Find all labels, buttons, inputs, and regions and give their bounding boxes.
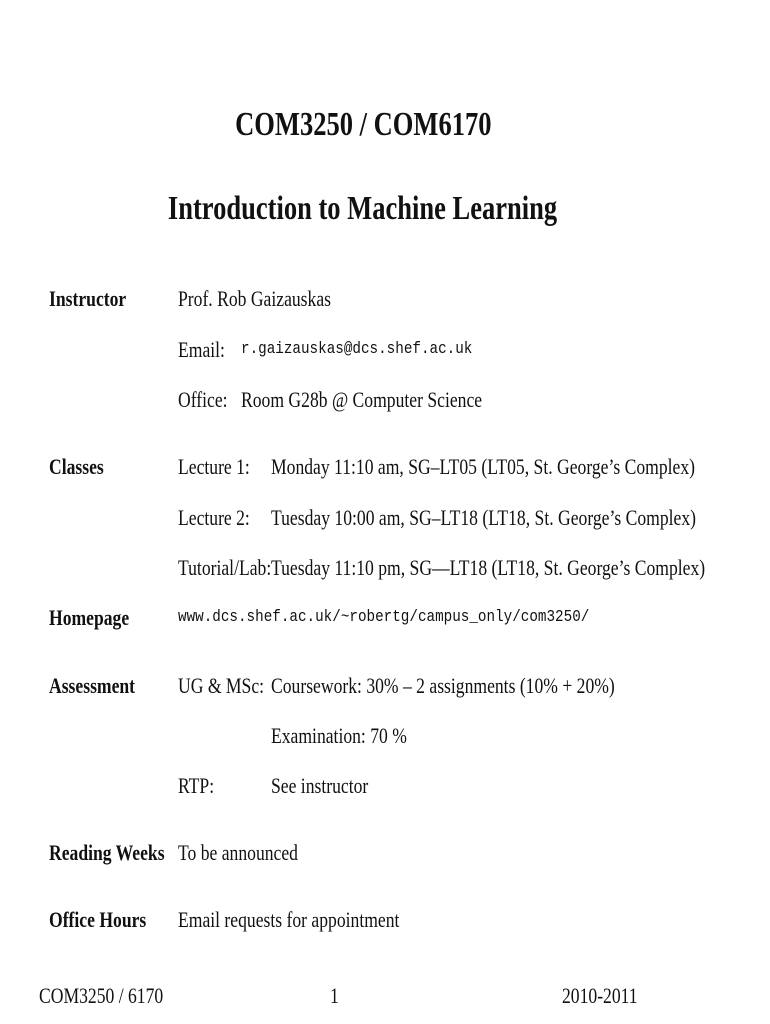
homepage-link[interactable]	[178, 608, 668, 627]
email-address[interactable]	[241, 340, 516, 359]
course-title-text: Introduction to Machine Learning	[168, 190, 558, 227]
reading-weeks-value	[178, 840, 328, 866]
assessment-group	[178, 773, 223, 799]
footer-course-code	[39, 983, 194, 1009]
lecture-2-label: Lecture 2:	[178, 505, 250, 530]
office-label	[178, 387, 240, 413]
email-address-text[interactable]: r.gaizauskas@dcs.shef.ac.uk	[241, 340, 473, 359]
classes-label	[49, 454, 117, 480]
class-row-detail	[271, 505, 770, 531]
class-row-detail	[271, 454, 770, 480]
instructor-label-text: Instructor	[49, 286, 127, 311]
course-code-heading	[0, 106, 748, 144]
office-hours-label-text: Office Hours	[49, 907, 147, 932]
office-location-text: Room G28b @ Computer Science	[241, 387, 483, 412]
instructor-name	[178, 286, 369, 312]
office-label-text: Office:	[178, 387, 228, 412]
class-row-type	[178, 454, 268, 480]
homepage-link-text[interactable]: www.dcs.shef.ac.uk/~robertg/campus_only/com3250/	[178, 608, 590, 627]
footer-page-number-text: 1	[330, 983, 339, 1008]
examination-detail: Examination: 70 %	[271, 723, 407, 748]
lecture-1-detail: Monday 11:10 am, SG–LT05 (LT05, St. George’s Complex)	[271, 454, 696, 479]
rtp-label: RTP:	[178, 773, 215, 798]
assessment-detail	[271, 723, 441, 749]
class-row-type	[178, 505, 268, 531]
coursework-detail: Coursework: 30% – 2 assignments (10% + 20%)	[271, 673, 615, 698]
assessment-label	[49, 673, 157, 699]
instructor-label	[49, 286, 146, 312]
footer-year	[562, 983, 657, 1009]
email-label-text: Email:	[178, 337, 225, 362]
office-hours-value-text: Email requests for appointment	[178, 907, 400, 932]
homepage-label-text: Homepage	[49, 605, 130, 630]
classes-label-text: Classes	[49, 454, 104, 479]
office-location	[241, 387, 542, 413]
assessment-group	[178, 673, 286, 699]
email-label	[178, 337, 237, 363]
rtp-detail: See instructor	[271, 773, 369, 798]
tutorial-lab-label: Tutorial/Lab:	[178, 555, 272, 580]
office-hours-label	[49, 907, 171, 933]
footer-year-text: 2010-2011	[562, 983, 638, 1008]
instructor-name-text: Prof. Rob Gaizauskas	[178, 286, 331, 311]
assessment-detail	[271, 673, 701, 699]
ug-msc-label: UG & MSc:	[178, 673, 265, 698]
assessment-label-text: Assessment	[49, 673, 136, 698]
reading-weeks-label	[49, 840, 193, 866]
footer-course-code-text: COM3250 / 6170	[39, 983, 164, 1008]
course-title-heading	[0, 190, 748, 228]
course-code-text: COM3250 / COM6170	[234, 106, 492, 143]
tutorial-lab-detail: Tuesday 11:10 pm, SG—LT18 (LT18, St. George’s Complex)	[271, 555, 706, 580]
reading-weeks-value-text: To be announced	[178, 840, 298, 865]
office-hours-value	[178, 907, 455, 933]
footer-page-number	[330, 983, 341, 1009]
class-row-detail	[271, 555, 770, 581]
lecture-2-detail: Tuesday 10:00 am, SG–LT18 (LT18, St. George’s Complex)	[271, 505, 697, 530]
reading-weeks-label-text: Reading Weeks	[49, 840, 165, 865]
lecture-1-label: Lecture 1:	[178, 454, 250, 479]
homepage-label	[49, 605, 149, 631]
assessment-detail	[271, 773, 393, 799]
